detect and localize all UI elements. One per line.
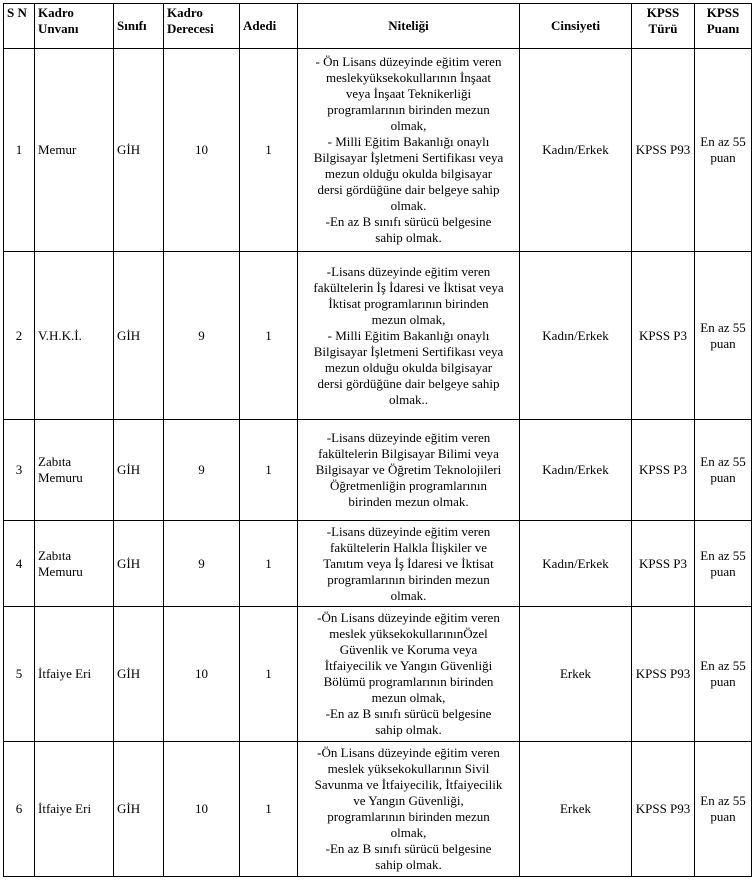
niteligi-line: meslek yüksekokullarının Sivil <box>327 761 490 776</box>
cell-sn: 6 <box>4 742 35 877</box>
niteligi-line: - Ön Lisans düzeyinde eğitim veren <box>315 54 502 69</box>
niteligi-line: -En az B sınıfı sürücü belgesine <box>325 706 492 721</box>
cell-kpss-turu: KPSS P93 <box>632 607 695 742</box>
header-adedi: Adedi <box>240 4 298 49</box>
niteligi-line: dersi gördüğüne dair belgeye sahip <box>317 182 500 197</box>
cell-sinifi: GİH <box>114 420 164 521</box>
niteligi-line: -Lisans düzeyinde eğitim veren <box>326 430 491 445</box>
cell-kadro-derecesi: 9 <box>164 420 240 521</box>
niteligi-line: fakültelerin İş İdaresi ve İktisat veya <box>313 279 504 295</box>
cell-kpss-puani: En az 55 puan <box>695 742 752 877</box>
niteligi-line: birinden mezun olmak. <box>348 494 469 509</box>
table-header <box>4 4 752 49</box>
cell-cinsiyeti: Kadın/Erkek <box>520 49 632 252</box>
cell-kadro-derecesi: 10 <box>164 607 240 742</box>
niteligi-line: programlarının birinden mezun <box>327 809 490 824</box>
cell-cinsiyeti: Kadın/Erkek <box>520 252 632 420</box>
cell-niteligi <box>298 420 520 521</box>
cell-kpss-puani: En az 55 puan <box>695 49 752 252</box>
cell-kadro-unvani: İtfaiye Eri <box>35 742 114 877</box>
cell-kpss-turu: KPSS P93 <box>632 49 695 252</box>
niteligi-line: olmak, <box>390 118 427 133</box>
niteligi-line: -Lisans düzeyinde eğitim veren <box>326 523 491 539</box>
cell-sinifi: GİH <box>114 521 164 607</box>
niteligi-line: mezun olduğu okulda bilgisayar <box>324 359 493 375</box>
table-body <box>4 49 752 877</box>
cell-sinifi: GİH <box>114 607 164 742</box>
niteligi-line: programlarının birinden mezun <box>327 571 490 587</box>
cell-adedi: 1 <box>240 607 298 742</box>
niteligi-line: fakültelerin Halkla İlişkiler ve <box>329 539 488 555</box>
cell-adedi: 1 <box>240 420 298 521</box>
cell-sinifi: GİH <box>114 742 164 877</box>
table-row <box>4 252 752 420</box>
cell-sn: 3 <box>4 420 35 521</box>
table-row <box>4 607 752 742</box>
niteligi-line: mezun olmak, <box>371 311 446 327</box>
niteligi-line: programlarının birinden mezun <box>327 102 490 117</box>
cell-kadro-derecesi: 9 <box>164 521 240 607</box>
table-row <box>4 521 752 607</box>
cell-adedi: 1 <box>240 521 298 607</box>
cell-kadro-unvani: Zabıta Memuru <box>35 420 114 521</box>
cell-kadro-unvani: Zabıta Memuru <box>35 521 114 607</box>
table-row <box>4 49 752 252</box>
table-row <box>4 420 752 521</box>
cell-kadro-unvani: İtfaiye Eri <box>35 607 114 742</box>
cell-niteligi <box>298 607 520 742</box>
niteligi-line: -En az B sınıfı sürücü belgesine <box>325 214 492 229</box>
niteligi-text <box>301 264 516 408</box>
niteligi-line: Savunma ve İtfaiyecilik, İtfaiyecilik <box>314 777 503 792</box>
niteligi-line: meslek yüksekokullarınınÖzel <box>329 626 488 641</box>
niteligi-line: olmak.. <box>389 391 428 407</box>
niteligi-text <box>301 745 516 873</box>
cell-kadro-derecesi: 9 <box>164 252 240 420</box>
niteligi-line: İktisat programlarının birinden <box>328 295 489 311</box>
cell-kpss-puani: En az 55 puan <box>695 521 752 607</box>
kadro-table <box>3 3 752 877</box>
niteligi-line: sahip olmak. <box>375 722 442 737</box>
niteligi-line: sahip olmak. <box>375 230 442 245</box>
cell-sn: 5 <box>4 607 35 742</box>
niteligi-line: olmak. <box>390 587 427 603</box>
header-cinsiyeti: Cinsiyeti <box>520 4 632 49</box>
table-row <box>4 742 752 877</box>
cell-cinsiyeti: Erkek <box>520 607 632 742</box>
niteligi-line: -Lisans düzeyinde eğitim veren <box>326 263 491 279</box>
niteligi-line: -Ön Lisans düzeyinde eğitim veren <box>317 745 500 760</box>
cell-adedi: 1 <box>240 742 298 877</box>
cell-kpss-puani: En az 55 puan <box>695 420 752 521</box>
niteligi-line: İtfaiyecilik ve Yangın Güvenliği <box>324 658 493 673</box>
niteligi-line: olmak, <box>390 825 427 840</box>
niteligi-line: dersi gördüğüne dair belgeye sahip <box>317 375 500 391</box>
cell-sn: 2 <box>4 252 35 420</box>
niteligi-line: Öğretmenliğin programlarının <box>329 478 488 493</box>
cell-kpss-turu: KPSS P93 <box>632 742 695 877</box>
header-kpss-turu: KPSS Türü <box>632 4 695 49</box>
niteligi-line: Güvenlik ve Koruma veya <box>339 642 478 657</box>
cell-kadro-derecesi: 10 <box>164 49 240 252</box>
cell-kpss-puani: En az 55 puan <box>695 607 752 742</box>
niteligi-line: mezun olduğu okulda bilgisayar <box>324 166 493 181</box>
cell-niteligi <box>298 49 520 252</box>
cell-kpss-turu: KPSS P3 <box>632 420 695 521</box>
niteligi-text <box>301 524 516 604</box>
cell-sn: 1 <box>4 49 35 252</box>
cell-niteligi <box>298 521 520 607</box>
niteligi-line: mezun olmak, <box>371 690 446 705</box>
cell-niteligi <box>298 742 520 877</box>
cell-cinsiyeti: Kadın/Erkek <box>520 521 632 607</box>
niteligi-line: Bilgisayar İşletmeni Sertifikası veya <box>313 343 504 359</box>
cell-kpss-puani: En az 55 puan <box>695 252 752 420</box>
header-sn: S N <box>4 4 35 49</box>
niteligi-line: sahip olmak. <box>375 857 442 872</box>
niteligi-line: Bilgisayar İşletmeni Sertifikası veya <box>313 150 504 165</box>
niteligi-line: -En az B sınıfı sürücü belgesine <box>325 841 492 856</box>
niteligi-line: olmak. <box>390 198 427 213</box>
header-kadro-unvani: Kadro Unvanı <box>35 4 114 49</box>
niteligi-line: Bilgisayar ve Öğretim Teknolojileri <box>315 462 502 477</box>
cell-kadro-derecesi: 10 <box>164 742 240 877</box>
niteligi-text <box>301 610 516 738</box>
cell-cinsiyeti: Kadın/Erkek <box>520 420 632 521</box>
cell-adedi: 1 <box>240 49 298 252</box>
cell-cinsiyeti: Erkek <box>520 742 632 877</box>
niteligi-line: Tanıtım veya İş İdaresi ve İktisat <box>323 555 494 571</box>
cell-sinifi: GİH <box>114 252 164 420</box>
header-kpss-puani: KPSS Puanı <box>695 4 752 49</box>
cell-kpss-turu: KPSS P3 <box>632 521 695 607</box>
cell-kadro-unvani: Memur <box>35 49 114 252</box>
niteligi-line: - Milli Eğitim Bakanlığı onaylı <box>327 327 490 343</box>
cell-kadro-unvani: V.H.K.İ. <box>35 252 114 420</box>
niteligi-line: -Ön Lisans düzeyinde eğitim veren <box>317 610 500 625</box>
header-kadro-derecesi: Kadro Derecesi <box>164 4 240 49</box>
niteligi-text <box>301 430 516 510</box>
cell-niteligi <box>298 252 520 420</box>
niteligi-text <box>301 54 516 246</box>
niteligi-line: meslekyüksekokullarının İnşaat <box>326 70 491 85</box>
niteligi-line: ve Yangın Güvenliği, <box>353 793 464 808</box>
niteligi-line: - Milli Eğitim Bakanlığı onaylı <box>327 134 490 149</box>
niteligi-line: fakültelerin Bilgisayar Bilimi veya <box>318 446 499 461</box>
cell-adedi: 1 <box>240 252 298 420</box>
header-sinifi: Sınıfı <box>114 4 164 49</box>
cell-kpss-turu: KPSS P3 <box>632 252 695 420</box>
niteligi-line: veya İnşaat Teknikerliği <box>345 86 472 101</box>
cell-sinifi: GİH <box>114 49 164 252</box>
niteligi-line: Bölümü programlarının birinden <box>323 674 494 689</box>
cell-sn: 4 <box>4 521 35 607</box>
header-niteligi: Niteliği <box>298 4 520 49</box>
